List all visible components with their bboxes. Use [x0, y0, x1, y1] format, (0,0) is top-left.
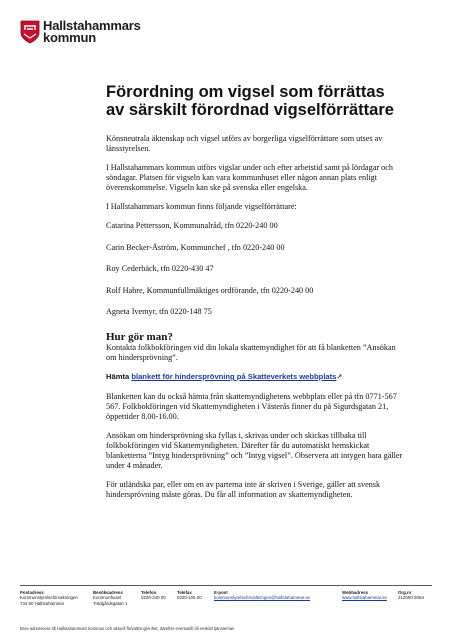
footer-heading: Webbadress	[342, 590, 369, 595]
footer-value: 0220-240 00	[141, 595, 166, 601]
official-item: Catarina Pettersson, Kommunalråd, tfn 0220-240 00	[106, 221, 278, 230]
download-line	[106, 372, 406, 383]
footer-heading: Besöksadress	[93, 590, 123, 595]
skatteverket-form-link[interactable]: blankett för hindersprövning på Skatteverkets webbplats	[131, 372, 337, 381]
foreign-couples-paragraph: För utländska par, eller om en av parterna inte är skriven i Sverige, gäller att svensk hindersprövning måste göras. Du får all information av skattemyndigheten.	[106, 480, 381, 499]
footer-value: 734 80 Hallstahammar	[20, 600, 65, 606]
footer-heading: Telefon	[141, 590, 157, 595]
how-heading: Hur gör man?	[106, 331, 173, 343]
external-link-icon: ↗	[336, 374, 343, 381]
official-item: Rolf Hahre, Kommunfullmäktiges ordförande, tfn 0220-240 00	[106, 285, 314, 295]
footer-fax	[177, 590, 202, 601]
footer-divider	[20, 585, 432, 586]
document-title: Förordning om vigsel som förrättas av särskilt förordnad vigselförrättare	[106, 83, 394, 119]
coat-of-arms-icon	[20, 20, 40, 44]
footer-heading: Postadress	[20, 590, 44, 595]
footer-heading: E-post	[214, 590, 228, 595]
official-item: Carin Becker-Åström, Kommunchef , tfn 0220-240 00	[106, 242, 285, 252]
footer-postal-address	[20, 590, 78, 606]
logo-name-line2: kommun	[43, 30, 96, 45]
footer-org-number	[398, 590, 424, 601]
footer-visiting-address	[93, 590, 128, 606]
intro-paragraph: Könsneutrala äktenskap och vigsel utförs av borgerliga vigselförrättare som utses av länsstyrelsen.	[106, 134, 383, 153]
footer-email	[214, 590, 310, 601]
footer-value: 0220-105 00	[177, 595, 202, 601]
official-item: Roy Cederbäck, tfn 0220-430 47	[106, 264, 214, 273]
footer-phone	[141, 590, 166, 601]
footer-heading: Org.nr	[398, 590, 412, 595]
footer-website-link[interactable]: www.hallstahammar.se	[342, 595, 387, 601]
footer-value: Kommunstyrelseförvaltningen	[20, 595, 78, 601]
footer-website	[342, 590, 387, 601]
footer-value: 212000-2064	[398, 595, 424, 601]
logo-name-line1: Hallstahammars	[43, 18, 141, 33]
footer-heading: Telefax	[177, 590, 192, 595]
blankett-paragraph: Blanketten kan du också hämta från skattemyndighetens webbplats eller på tfn 0771-567 567. Folkbokföringen vid Skattemyndigheten i Västerås finner du på Sigurdsgatan 21, öppettider 8.00-16.00.	[106, 392, 397, 421]
how-paragraph: Kontakta folkbokföringen vid din lokala skattemyndighet för att få blanketten ”Ansökan om hindersprövning”.	[106, 343, 396, 362]
ansokan-paragraph: Ansökan om hindersprövning ska fyllas i, skrivas under och skickas tillbaka till folkbokföringen vid Skattemyndigheten. Därefter får du automatiskt hemskickat blanketterna ”Intyg hindersprövning” och ”Intyg vigsel”. Observera att intygen bara gäller under 4 månader.	[106, 431, 403, 470]
footer-footnote: Brev adresseras till Hallstahammars kommun och aktuell förvaltning/enhet, därefter eventuellt till enskild tjänsteman	[20, 626, 235, 631]
official-item: Agneta Ivemyr, tfn 0220-148 75	[106, 307, 212, 316]
municipality-logo	[20, 20, 141, 44]
officials-list	[106, 221, 406, 317]
download-prefix: Hämta	[106, 372, 132, 381]
footer-value: Kommunhuset	[93, 595, 122, 601]
officials-intro: I Hallstahammars kommun finns följande vigselförrättare:	[106, 202, 297, 211]
hours-paragraph: I Hallstahammars kommun utförs vigslar under och efter arbetstid samt på lördagar och söndagar. Platsen för vigseln kan vara kommunhuset eller någon annan plats enligt överenskommelse. Vigseln kan ske på svenska eller engelska.	[106, 163, 393, 192]
footer-email-link[interactable]: kommunstyrelseforvaltningen@hallstahammar.se	[214, 595, 310, 601]
footer-value: Trädgårdsgatan 1	[93, 600, 128, 606]
document-body	[106, 134, 406, 509]
